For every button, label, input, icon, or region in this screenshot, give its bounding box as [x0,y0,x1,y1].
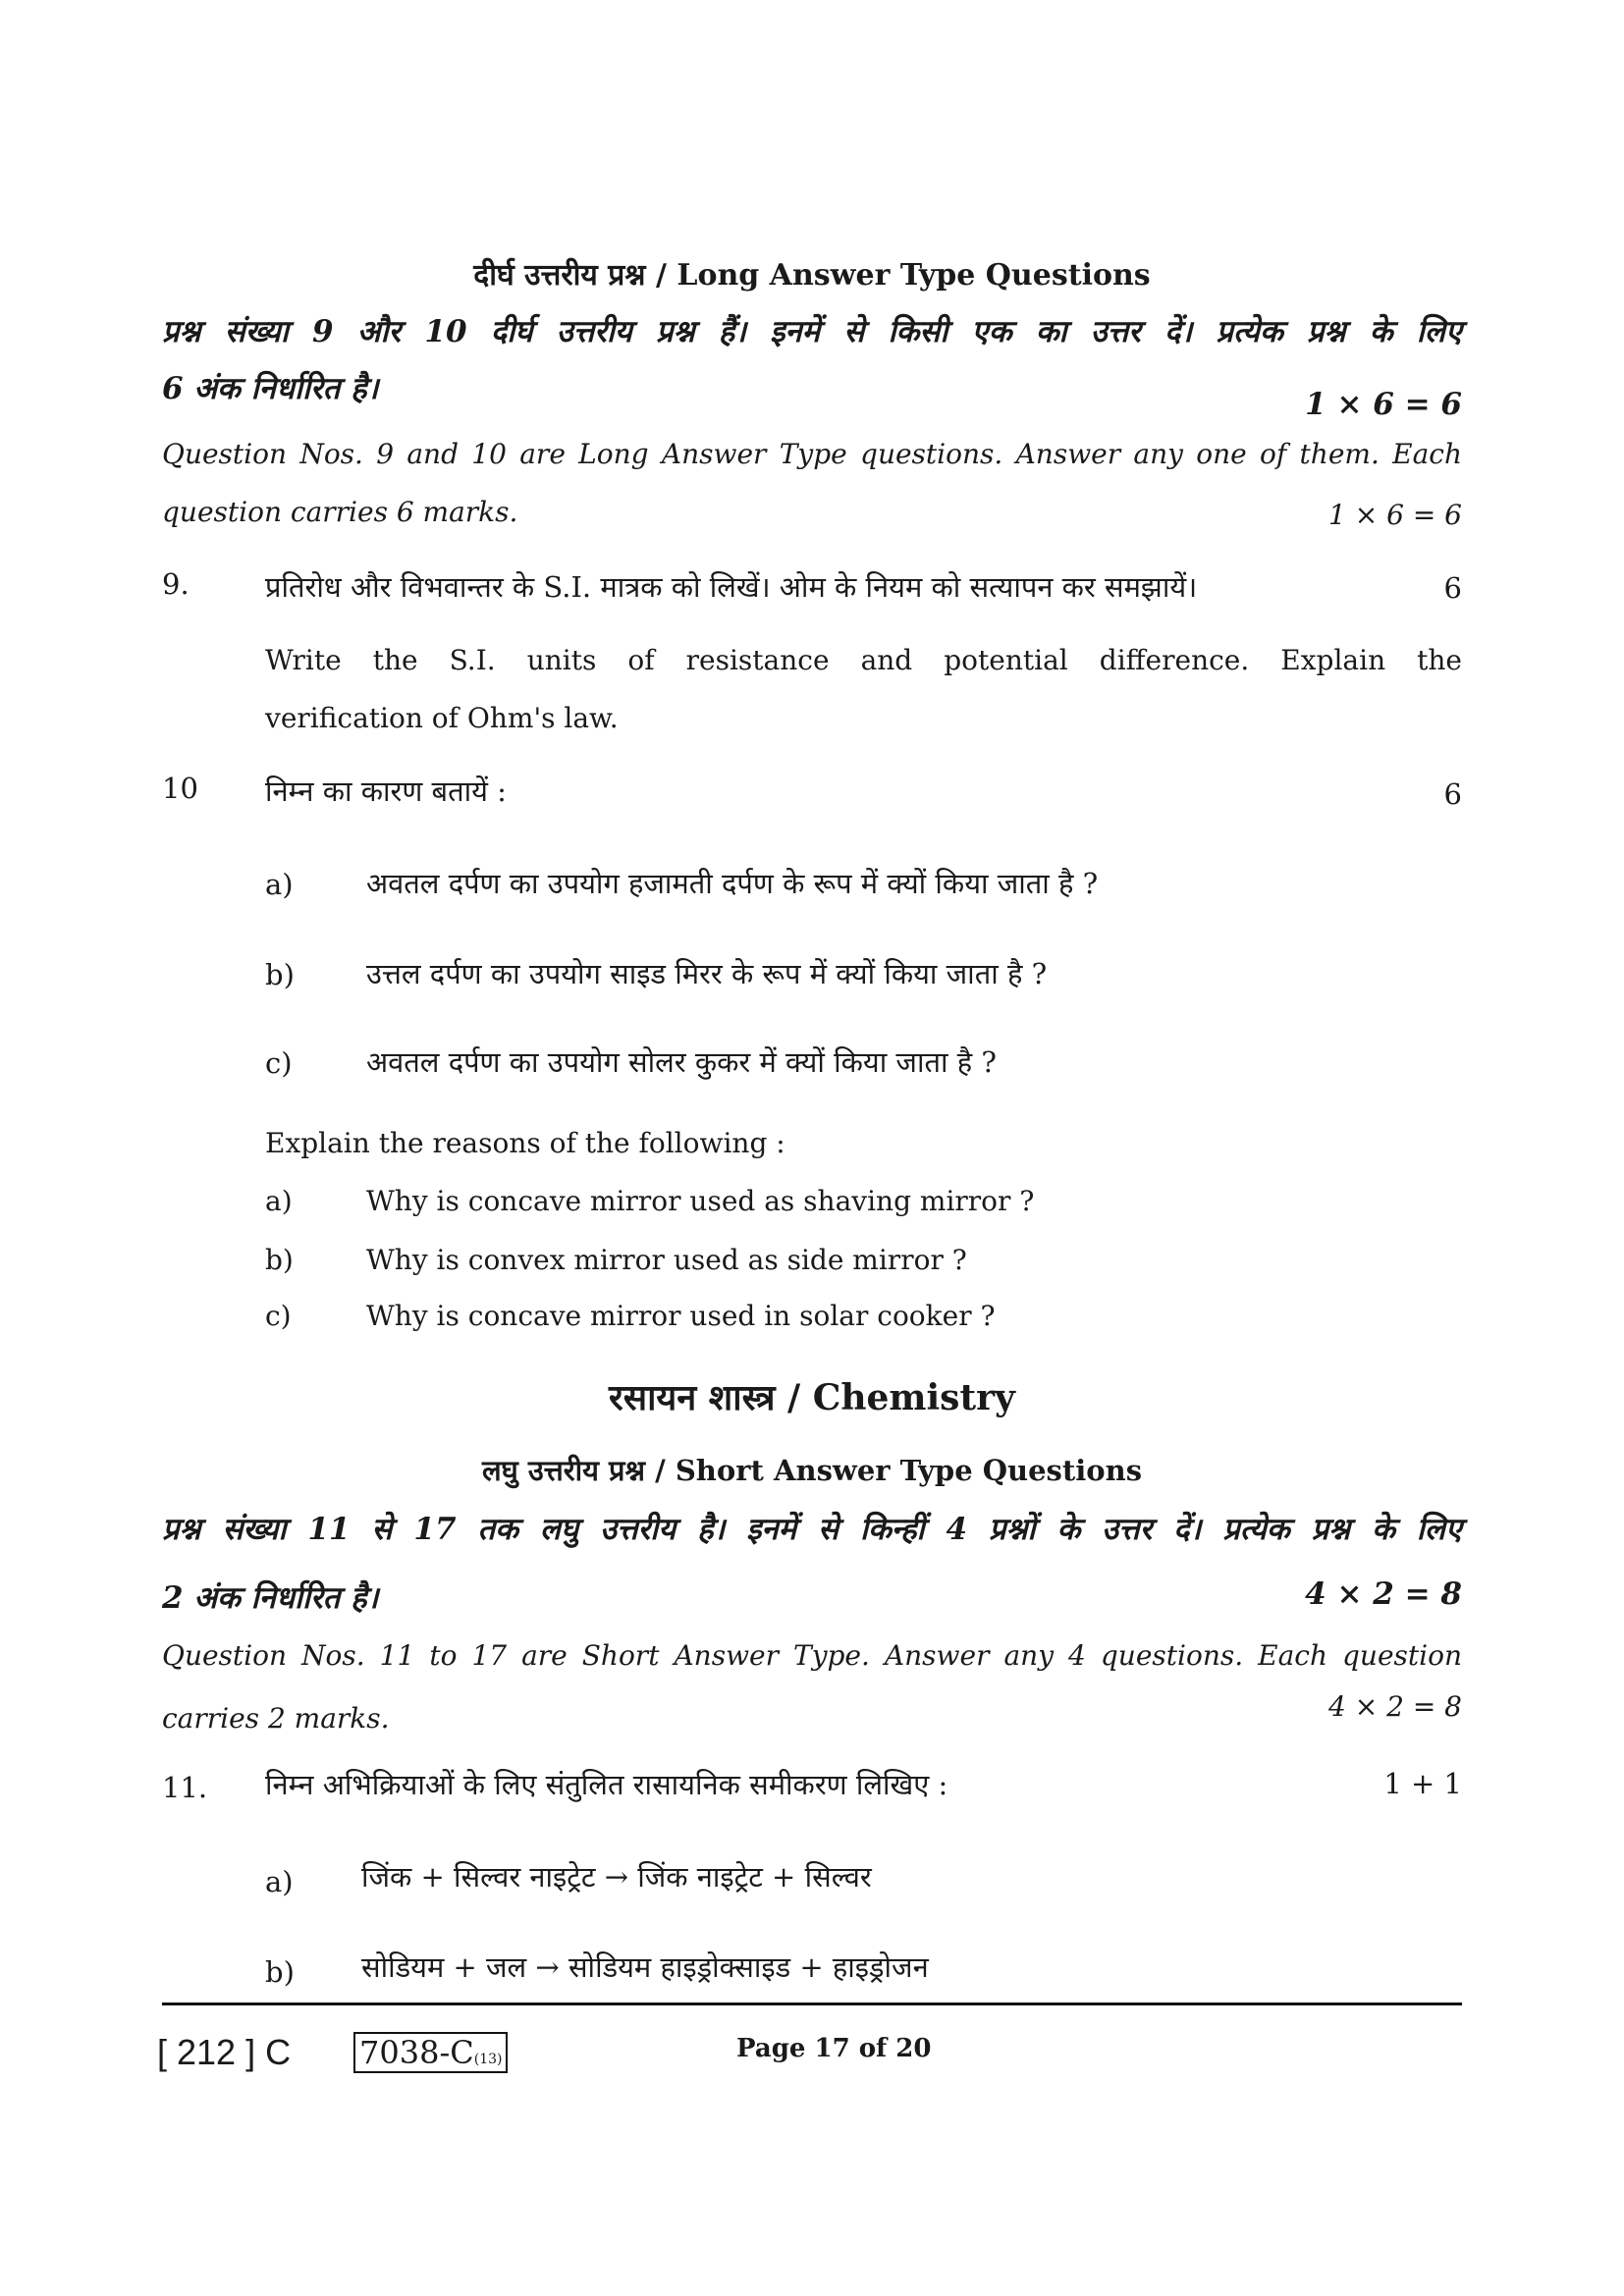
q10-english-part-b: Why is convex mirror used as side mirror ? [366,1244,967,1276]
q10-hindi-part-a: अवतल दर्पण का उपयोग हजामती दर्पण के रूप में क्यों किया जाता है ? [366,867,1099,900]
q10-hindi-part-c: अवतल दर्पण का उपयोग सोलर कुकर में क्यों किया जाता है ? [366,1045,997,1079]
q10-english-part-a: Why is concave mirror used as shaving mirror ? [366,1185,1035,1217]
q10-english-part-b-label: b) [265,1244,294,1276]
chem-english-instruction-2: carries 2 marks. [162,1702,390,1735]
q10-hindi-part-b-label: b) [265,958,295,991]
q10-hindi-part-b: उत्तल दर्पण का उपयोग साइड मिरर के रूप में क्यों किया जाता है ? [366,957,1048,990]
long-hindi-instruction-2: 6 अंक निर्धारित है। [162,371,379,406]
q9-hindi: प्रतिरोध और विभवान्तर के S.I. मात्रक को लिखें। ओम के नियम को सत्यापन कर समझायें। [265,570,1198,604]
q10-english-part-c: Why is concave mirror used in solar cooker ? [366,1300,996,1332]
q11-part-b: सोडियम + जल → सोडियम हाइड्रोक्साइड + हाइड्रोजन [361,1950,929,1984]
page-number: Page 17 of 20 [736,2034,932,2063]
long-english-instruction-2: question carries 6 marks. [162,496,518,528]
q9-english-1: Write the S.I. units of resistance and potential difference. Explain the [265,644,1462,676]
q11-marks: 1 + 1 [1383,1767,1462,1800]
chemistry-heading: रसायन शास्त्र / Chemistry [609,1377,1015,1418]
chem-hindi-instruction-2: 2 अंक निर्धारित है। [162,1580,379,1616]
q10-hindi-part-c-label: c) [265,1046,293,1080]
long-english-marks: 1 × 6 = 6 [1328,499,1462,531]
q10-hindi-part-a-label: a) [265,868,294,901]
chem-english-marks: 4 × 2 = 8 [1328,1690,1462,1723]
q11-hindi: निम्न अभिक्रियाओं के लिए संतुलित रासायनिक समीकरण लिखिए : [265,1768,948,1801]
long-answer-heading: दीर्घ उत्तरीय प्रश्न / Long Answer Type Questions [473,258,1151,293]
q11-part-b-label: b) [265,1955,295,1989]
long-hindi-marks: 1 × 6 = 6 [1305,387,1462,422]
q9-marks: 6 [1443,571,1462,605]
paper-code-sub: (13) [473,2052,503,2067]
q10-number: 10 [162,772,198,805]
long-english-instruction-1: Question Nos. 9 and 10 are Long Answer Type questions. Answer any one of them. Each [162,438,1462,470]
q10-marks: 6 [1443,777,1462,811]
footer-rule [162,2002,1462,2005]
q10-english-part-c-label: c) [265,1300,292,1332]
long-hindi-instruction-1: प्रश्न संख्या 9 और 10 दीर्घ उत्तरीय प्रश्न हैं। इनमें से किसी एक का उत्तर दें। प्रत्येक प्रश्न के लिए [162,314,1462,349]
short-answer-heading: लघु उत्तरीय प्रश्न / Short Answer Type Questions [481,1454,1143,1487]
chem-english-instruction-1: Question Nos. 11 to 17 are Short Answer Type. Answer any 4 questions. Each question [162,1639,1462,1672]
footer-code: [ 212 ] C [157,2032,292,2072]
q11-part-a-label: a) [265,1865,294,1898]
q10-english-intro: Explain the reasons of the following : [265,1127,785,1159]
footer-paper-code [353,2032,508,2073]
q11-number: 11. [162,1771,208,1804]
q9-english-2: verification of Ohm's law. [265,702,619,734]
chem-hindi-marks: 4 × 2 = 8 [1305,1576,1462,1612]
q9-number: 9. [162,567,189,601]
q11-part-a: जिंक + सिल्वर नाइट्रेट → जिंक नाइट्रेट + सिल्वर [361,1860,872,1894]
paper-code: 7038-C [359,2034,474,2071]
chem-hindi-instruction-1: प्रश्न संख्या 11 से 17 तक लघु उत्तरीय है। इनमें से किन्हीं 4 प्रश्नों के उत्तर दें। प्रत्येक प्रश्न के लिए [162,1512,1462,1547]
q10-hindi: निम्न का कारण बतायें : [265,774,507,808]
q10-english-part-a-label: a) [265,1185,293,1217]
